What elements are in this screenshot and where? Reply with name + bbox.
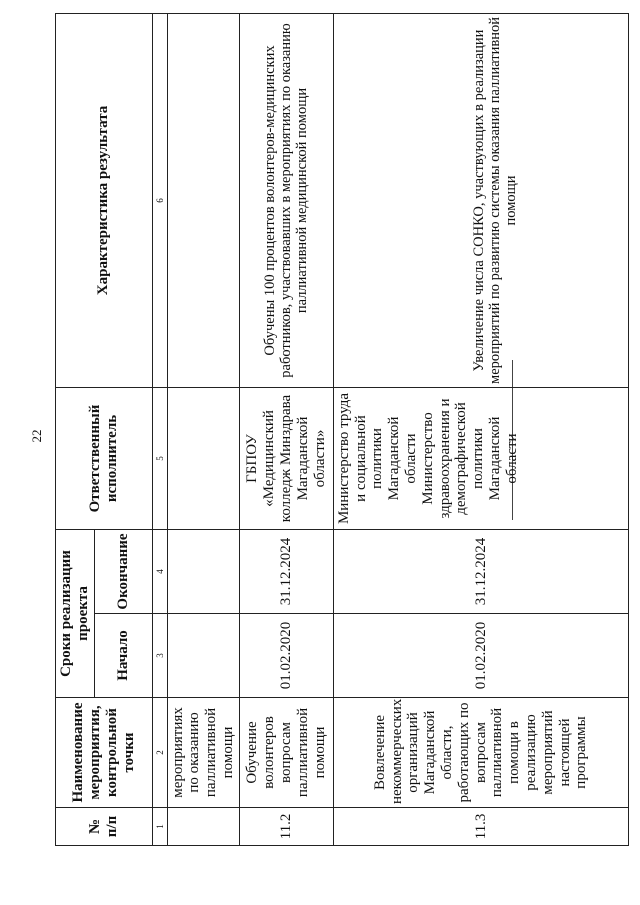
- row-executor: Министерство труда и социальной политики Магаданской области Министерство здравоохранения и демографической политики Магаданской области: [333, 387, 628, 529]
- column-number: 2: [152, 698, 167, 808]
- column-number: 3: [152, 614, 167, 698]
- row-start: [167, 614, 239, 698]
- column-number: 6: [152, 13, 167, 387]
- header-start: Начало: [94, 614, 152, 698]
- row-number: [167, 808, 239, 846]
- table-row: [167, 13, 239, 845]
- header-row: [56, 13, 95, 845]
- row-number: 11.2: [239, 808, 333, 846]
- rotated-page: [55, 14, 629, 846]
- column-number-row: [152, 13, 167, 845]
- row-result: Обучены 100 процентов волонтеров-медицинских работников, участвовавших в мероприятиях по оказанию паллиативной медицинской помощи: [239, 13, 333, 387]
- column-number: 1: [152, 808, 167, 846]
- table-row: [239, 13, 333, 845]
- header-executor: Ответственный исполнитель: [56, 387, 153, 529]
- row-name: мероприятиях по оказанию паллиативной помощи: [167, 698, 239, 808]
- row-executor: ГБПОУ «Медицинский колледж Минздрава Магаданской области»: [239, 387, 333, 529]
- row-result: Увеличение числа СОНКО, участвующих в реализации мероприятий по развитию системы оказания паллиативной помощи: [333, 13, 628, 387]
- header-name: Наименование мероприятия, контрольной точки: [56, 698, 153, 808]
- column-number: 4: [152, 529, 167, 613]
- page-number: 22: [29, 429, 44, 443]
- column-number: 5: [152, 387, 167, 529]
- row-end: [167, 529, 239, 613]
- row-end: 31.12.2024: [239, 529, 333, 613]
- table-row: [333, 13, 628, 845]
- row-result: [167, 13, 239, 387]
- action-plan-table: [55, 13, 629, 846]
- header-result: Характеристика результата: [56, 13, 153, 387]
- row-end: 31.12.2024: [333, 529, 628, 613]
- header-number: № п/п: [56, 808, 153, 846]
- row-number: 11.3: [333, 808, 628, 846]
- row-executor: [167, 387, 239, 529]
- row-start: 01.02.2020: [333, 614, 628, 698]
- row-name: Вовлечение некоммерческих организаций Магаданской области, работающих по вопросам паллиативной помощи в реализацию мероприятий настоящей программы: [333, 698, 628, 808]
- header-dates-group: Сроки реализации проекта: [56, 529, 95, 697]
- row-start: 01.02.2020: [239, 614, 333, 698]
- header-end: Окончание: [94, 529, 152, 613]
- row-name: Обучение волонтеров вопросам паллиативной помощи: [239, 698, 333, 808]
